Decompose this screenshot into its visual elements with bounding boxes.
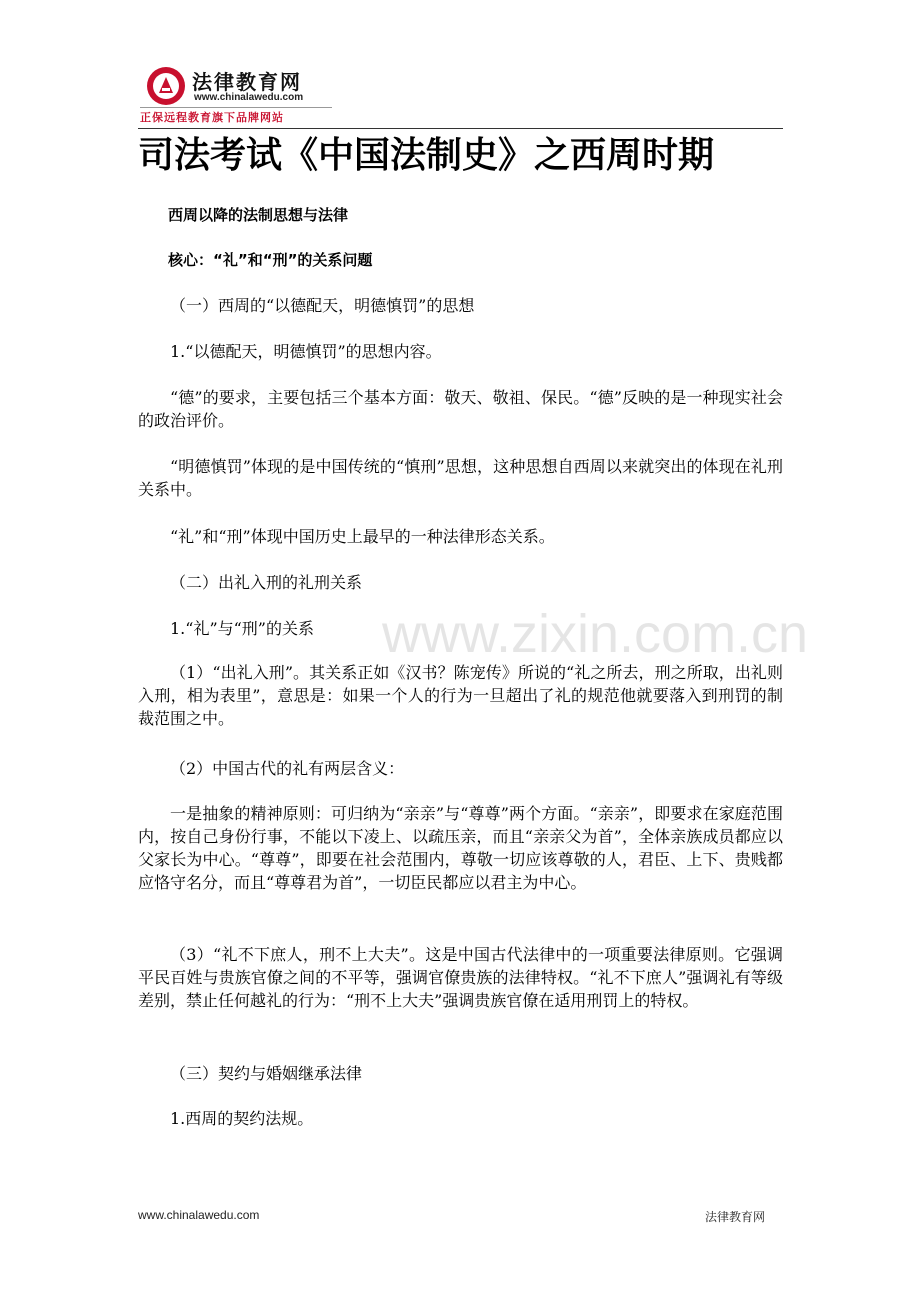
logo-url: www.chinalawedu.com — [194, 92, 304, 103]
footer-site-name: 法律教育网 — [704, 1210, 765, 1224]
paragraph: （1）“出礼入刑”。其关系正如《汉书？陈宠传》所说的“礼之所去，刑之所取，出礼则入刑，相为表里”，意思是：如果一个人的行为一旦超出了礼的规范他就要落入到刑罚的制裁范围之中。 — [138, 663, 783, 728]
core-heading: 核心：“礼”和“刑”的关系问题 — [168, 251, 373, 269]
paragraph: （3）“礼不下庶人，刑不上大夫”。这是中国古代法律中的一项重要法律原则。它强调平民百姓与贵族官僚之间的不平等，强调官僚贵族的法律特权。“礼不下庶人”强调礼有等级差别，禁止任何越礼的行为：“刑不上大夫”强调贵族官僚在适用刑罚上的特权。 — [138, 945, 783, 1010]
logo-slogan: 正保远程教育旗下品牌网站 — [140, 111, 284, 124]
footer-url: www.chinalawedu.com — [138, 1208, 260, 1222]
paragraph: （三）契约与婚姻继承法律 — [170, 1064, 363, 1083]
paragraph: 1.“以德配天，明德慎罚”的思想内容。 — [170, 342, 442, 361]
header-divider — [138, 128, 783, 129]
site-logo — [140, 62, 340, 124]
logo-emblem-icon — [146, 66, 186, 106]
paragraph: 一是抽象的精神原则：可归纳为“亲亲”与“尊尊”两个方面。“亲亲”，即要求在家庭范围内，按自己身份行事，不能以下凌上、以疏压亲，而且“亲亲父为首”，全体亲族成员都应以父家长为中心。“尊尊”，即要在社会范围内，尊敬一切应该尊敬的人，君臣、上下、贵贱都应恪守名分，而且“尊尊君为首”，一切臣民都应以君主为中心。 — [138, 804, 783, 892]
paragraph: （一）西周的“以德配天，明德慎罚”的思想 — [170, 296, 475, 315]
paragraph: “德”的要求，主要包括三个基本方面：敬天、敬祖、保民。“德”反映的是一种现实社会的政治评价。 — [138, 388, 783, 430]
paragraph: （2）中国古代的礼有两层含义： — [170, 759, 405, 778]
logo-name: 法律教育网 — [192, 70, 302, 94]
paragraph: 1.西周的契约法规。 — [170, 1109, 314, 1128]
section-heading: 西周以降的法制思想与法律 — [168, 206, 349, 224]
logo-divider — [140, 107, 332, 108]
page-title: 司法考试《中国法制史》之西周时期 — [138, 135, 715, 176]
paragraph: （二）出礼入刑的礼刑关系 — [170, 573, 363, 592]
watermark: www.zixin.com.cn — [382, 604, 809, 664]
paragraph: 1.“礼”与“刑”的关系 — [170, 619, 314, 638]
paragraph: “明德慎罚”体现的是中国传统的“慎刑”思想，这种思想自西周以来就突出的体现在礼刑关系中。 — [138, 457, 783, 499]
paragraph: “礼”和“刑”体现中国历史上最早的一种法律形态关系。 — [170, 527, 555, 546]
